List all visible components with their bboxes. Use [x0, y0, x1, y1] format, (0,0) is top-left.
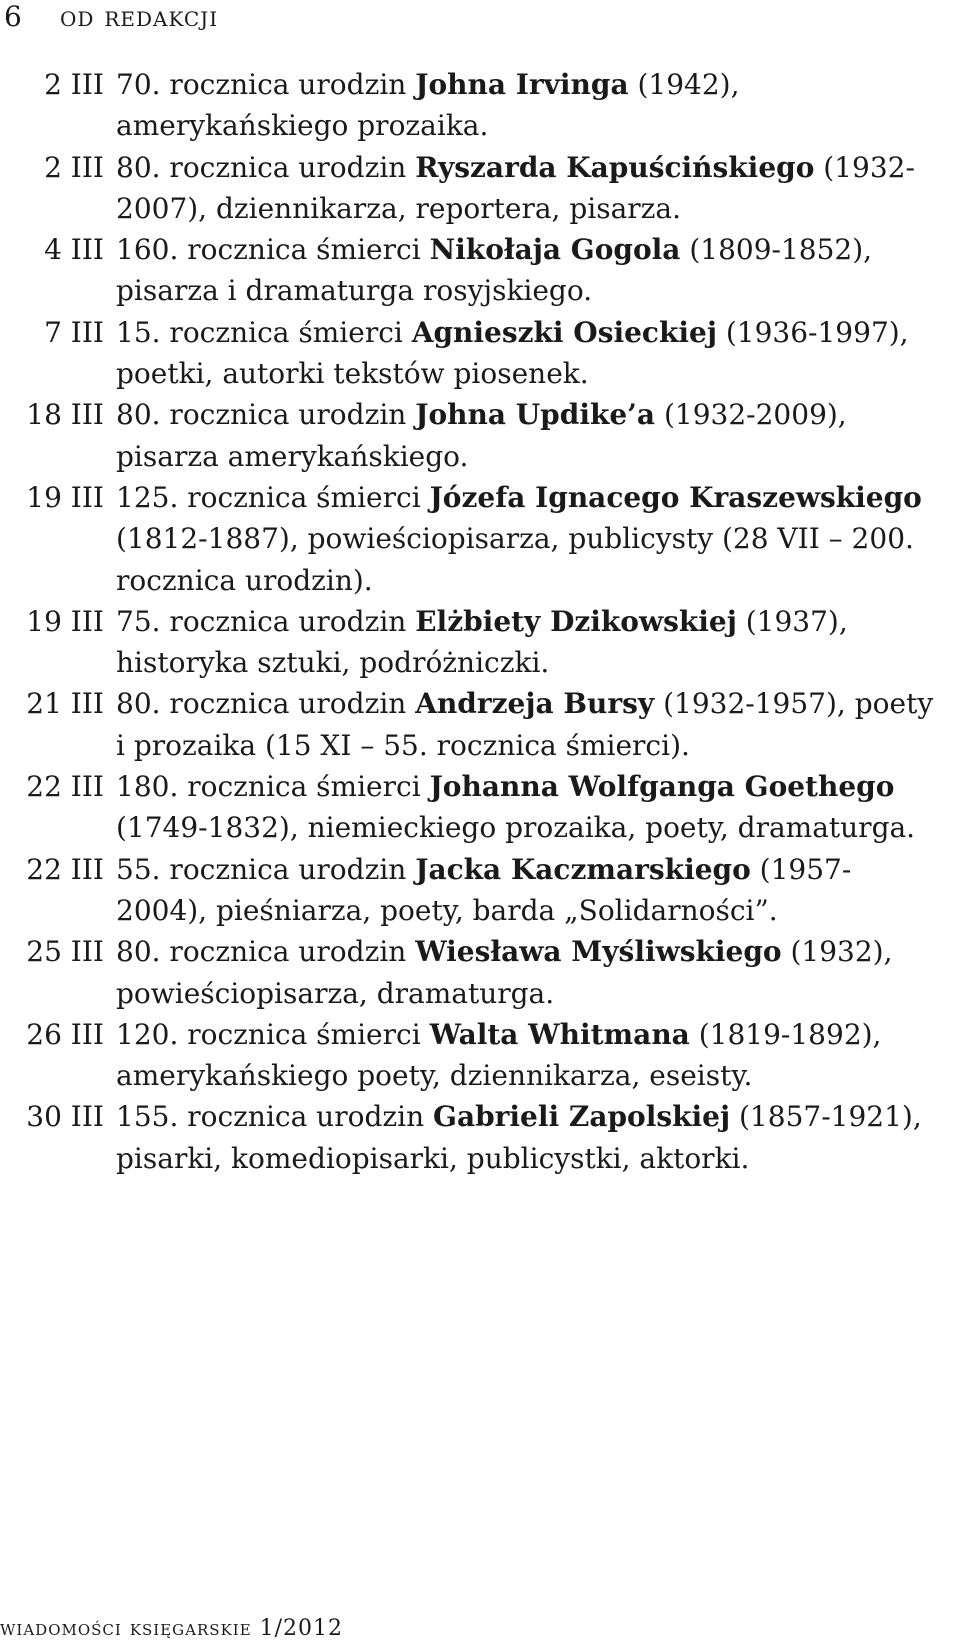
page-footer: wiadomości księgarskie 1/2012 [0, 1616, 344, 1641]
list-item [0, 147, 960, 230]
entry-suffix: (1932-2007), dziennikarza, reportera, pisarza. [116, 150, 915, 225]
entry-date: 21 III [26, 687, 104, 721]
entry-suffix: (1932-1957), poety i prozaika (15 XI – 55. rocznica śmierci). [116, 687, 934, 762]
entry-person: Andrzeja Bursy [415, 687, 655, 721]
entry-date: 30 III [26, 1100, 104, 1134]
entry-prefix: 160. rocznica śmierci [116, 233, 430, 267]
entry-suffix: (1812-1887), powieściopisarza, publicysty (28 VII – 200. rocznica urodzin). [116, 522, 914, 597]
list-item [0, 683, 960, 766]
entry-prefix: 80. rocznica urodzin [116, 150, 416, 184]
entry-text [104, 64, 940, 147]
entry-date: 18 III [26, 398, 104, 432]
entry-prefix: 180. rocznica śmierci [116, 770, 430, 804]
entry-text [104, 849, 940, 932]
entry-suffix: (1857-1921), pisarki, komediopisarki, publicystki, aktorki. [116, 1100, 922, 1175]
entry-suffix: (1749-1832), niemieckiego prozaika, poety, dramaturga. [116, 811, 916, 845]
entry-prefix: 80. rocznica urodzin [116, 398, 416, 432]
entry-date: 22 III [26, 852, 104, 886]
entry-suffix: (1819-1892), amerykańskiego poety, dziennikarza, eseisty. [116, 1017, 882, 1093]
entry-text [104, 1014, 940, 1097]
entry-person: Agnieszki Osieckiej [411, 315, 717, 349]
entry-person: Ryszarda Kapuścińskiego [415, 150, 815, 184]
entry-person: Gabrieli Zapolskiej [433, 1100, 731, 1134]
entry-date: 22 III [26, 770, 104, 804]
list-item [0, 931, 960, 1014]
list-item [0, 477, 960, 601]
entry-prefix: 80. rocznica urodzin [116, 687, 416, 721]
entry-person: Jacka Kaczmarskiego [415, 852, 751, 886]
entry-suffix: (1957-2004), pieśniarza, poety, barda „Solidarności”. [116, 852, 852, 927]
entry-person: Nikołaja Gogola [429, 233, 681, 267]
list-item [0, 394, 960, 477]
entry-person: Walta Whitmana [429, 1017, 690, 1051]
entry-prefix: 120. rocznica śmierci [116, 1017, 430, 1051]
entry-date: 19 III [26, 604, 104, 638]
page-header [4, 0, 218, 40]
entry-text [104, 312, 940, 395]
entry-person: Johna Irvinga [415, 68, 629, 101]
entry-text [104, 601, 940, 684]
entry-text [104, 1096, 940, 1179]
entry-prefix: 70. rocznica urodzin [116, 68, 416, 101]
entry-suffix: (1937), historyka sztuki, podróżniczki. [116, 604, 848, 680]
entry-text [104, 477, 940, 601]
entry-date: 26 III [26, 1017, 104, 1051]
entry-person: Johna Updike’a [415, 398, 656, 432]
entry-suffix: (1936-1997), poetki, autorki tekstów piosenek. [116, 315, 909, 391]
anniversary-list [0, 64, 960, 1179]
entry-prefix: 155. rocznica urodzin [116, 1100, 434, 1134]
page-number: 6 [4, 0, 22, 33]
entry-suffix: (1932-2009), pisarza amerykańskiego. [116, 398, 847, 473]
entry-date: 4 III [44, 233, 104, 267]
section-title: od redakcji [60, 0, 219, 33]
entry-prefix: 75. rocznica urodzin [116, 604, 416, 638]
list-item [0, 1014, 960, 1097]
entry-date: 2 III [44, 68, 104, 101]
list-item [0, 64, 960, 147]
entry-text [104, 683, 940, 766]
entry-prefix: 15. rocznica śmierci [116, 315, 412, 349]
entry-date: 25 III [26, 935, 104, 969]
list-item [0, 229, 960, 312]
entry-prefix: 80. rocznica urodzin [116, 935, 416, 969]
entry-person: Józefa Ignacego Kraszewskiego [429, 480, 922, 514]
entry-person: Johanna Wolfganga Goethego [429, 770, 895, 804]
entry-text [104, 229, 940, 312]
entry-prefix: 55. rocznica urodzin [116, 852, 416, 886]
entry-suffix: (1932), powieściopisarza, dramaturga. [116, 935, 893, 1010]
list-item [0, 766, 960, 849]
entry-date: 2 III [44, 150, 104, 184]
list-item [0, 312, 960, 395]
entry-date: 19 III [26, 480, 104, 514]
entry-date: 7 III [44, 315, 104, 349]
entry-text [104, 394, 940, 477]
entry-text [104, 147, 940, 230]
entry-text [104, 766, 940, 849]
list-item [0, 601, 960, 684]
entry-prefix: 125. rocznica śmierci [116, 480, 430, 514]
entry-suffix: (1809-1852), pisarza i dramaturga rosyjskiego. [116, 233, 873, 308]
list-item [0, 849, 960, 932]
list-item [0, 1096, 960, 1179]
entry-person: Elżbiety Dzikowskiej [415, 604, 737, 638]
entry-suffix: (1942), amerykańskiego prozaika. [116, 68, 740, 143]
entry-person: Wiesława Myśliwskiego [415, 935, 782, 969]
entry-text [104, 931, 940, 1014]
